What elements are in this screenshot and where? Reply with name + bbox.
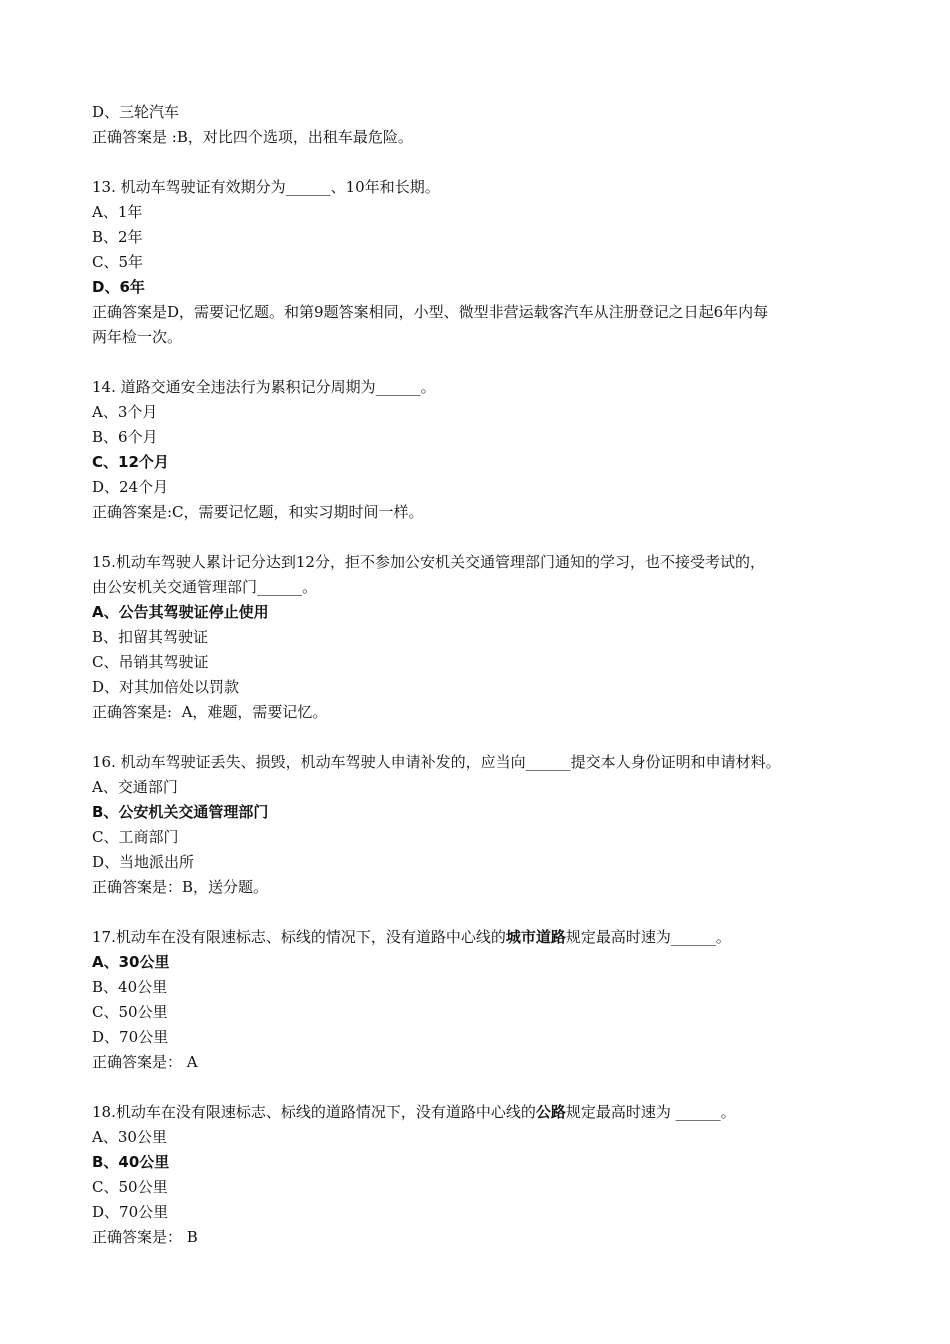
q18-option-b-correct: B、40公里 [92,1153,170,1171]
q17-option-b: B、40公里 [92,978,168,996]
question-13: 13. 机动车驾驶证有效期分为______、10年和长期。 [92,178,440,196]
spacer [92,725,872,750]
q16-option-b-correct: B、公安机关交通管理部门 [92,803,269,821]
q16-option-a: A、交通部门 [92,778,178,796]
q15-option-a-correct: A、公告其驾驶证停止使用 [92,603,269,621]
q16-option-c: C、工商部门 [92,828,179,846]
q14-option-a: A、3个月 [92,403,158,421]
q18-text-pre: 18.机动车在没有限速标志、标线的道路情况下，没有道路中心线的 [92,1103,536,1121]
q17-option-c: C、50公里 [92,1003,168,1021]
answer-text: 正确答案是 :B，对比四个选项，出租车最危险。 [92,128,413,146]
q16-answer: 正确答案是：B，送分题。 [92,878,269,896]
q14-option-d: D、24个月 [92,478,169,496]
q14-answer: 正确答案是:C，需要记忆题，和实习期时间一样。 [92,503,424,521]
q16-option-d: D、当地派出所 [92,853,195,871]
q15-answer: 正确答案是: A，难题，需要记忆。 [92,703,328,721]
q15-option-b: B、扣留其驾驶证 [92,628,209,646]
q18-option-c: C、50公里 [92,1178,168,1196]
q13-answer-line1: 正确答案是D，需要记忆题。和第9题答案相同，小型、微型非营运载客汽车从注册登记之日起6年内每 [92,303,769,321]
q18-answer: 正确答案是： B [92,1228,198,1246]
q14-option-c-correct: C、12个月 [92,453,169,471]
q17-text-pre: 17.机动车在没有限速标志、标线的情况下，没有道路中心线的 [92,928,506,946]
q17-text-post: 规定最高时速为______。 [565,928,731,946]
q18-option-d: D、70公里 [92,1203,169,1221]
spacer [92,150,872,175]
question-14: 14. 道路交通安全违法行为累积记分周期为______。 [92,378,436,396]
q13-option-d-correct: D、6年 [92,278,145,296]
spacer [92,525,872,550]
question-15-line2: 由公安机关交通管理部门______。 [92,578,318,596]
option-d: D、三轮汽车 [92,103,180,121]
spacer [92,1075,872,1100]
question-15-line1: 15.机动车驾驶人累计记分达到12分，拒不参加公安机关交通管理部门通知的学习，也不接受考试的， [92,553,765,571]
q15-option-d: D、对其加倍处以罚款 [92,678,240,696]
question-17 [92,925,872,950]
spacer [92,350,872,375]
question-16: 16. 机动车驾驶证丢失、损毁，机动车驾驶人申请补发的，应当向______提交本人身份证明和申请材料。 [92,753,781,771]
q13-option-a: A、1年 [92,203,143,221]
q18-text-post: 规定最高时速为 ______。 [565,1103,736,1121]
q18-option-a: A、30公里 [92,1128,167,1146]
spacer [92,900,872,925]
q17-option-a-correct: A、30公里 [92,953,170,971]
q17-text-bold: 城市道路 [505,928,566,946]
q18-text-bold: 公路 [535,1103,566,1121]
q13-option-b: B、2年 [92,228,143,246]
question-18 [92,1100,872,1125]
document-page [92,100,872,1250]
q17-option-d: D、70公里 [92,1028,169,1046]
q14-option-b: B、6个月 [92,428,158,446]
q13-option-c: C、5年 [92,253,144,271]
q13-answer-line2: 两年检一次。 [92,328,183,346]
q15-option-c: C、吊销其驾驶证 [92,653,209,671]
q17-answer: 正确答案是： A [92,1053,198,1071]
